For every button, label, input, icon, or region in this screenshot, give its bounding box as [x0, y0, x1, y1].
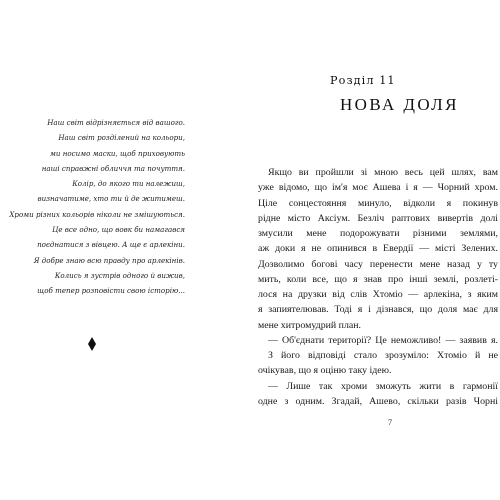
body-line: змусили мене подорожувати різними землями,	[258, 228, 498, 239]
body-line: мить, коли все, що я знав про інші землі, розлеті-	[258, 273, 498, 285]
epigraph-line: Хроми різних кольорів ніколи не змішуються.	[9, 209, 185, 219]
epigraph-line: ми носимо маски, щоб приховують	[50, 148, 185, 158]
epigraph	[0, 115, 185, 299]
body-line: Якщо ви пройшли зі мною весь цей шлях, вам	[268, 167, 498, 178]
diamond-ornament-icon	[88, 337, 96, 351]
epigraph-line: поєднатися з вівцею. А ще є арлекіни.	[37, 240, 185, 250]
body-line: Дозволимо богові часу перенести мене назад у ту	[258, 258, 498, 270]
body-line: — Об'єднати території? Це неможливо! — заявив я.	[268, 334, 498, 346]
chapter-title: НОВА ДОЛЯ	[340, 95, 459, 114]
body-line: уже відомо, що ім'я моє Ашева і я — Чорний хром.	[258, 182, 498, 194]
body-line: рідне місто Аксіум. Безліч раптових вивертів долі	[258, 212, 498, 224]
body-line: аж доки я не опинився в Евердії — місті Зелених.	[258, 243, 498, 255]
body-line: очікував, що я оціню таку ідею.	[258, 365, 392, 377]
body-line: одне з одним. Згадай, Ашево, скільки разів Чорні	[258, 395, 498, 407]
chapter-label: Розділ 11	[330, 74, 396, 87]
body-line: мене хитромудрий план.	[258, 319, 362, 331]
epigraph-line: визначатиме, хто ти й де житимеш.	[37, 194, 185, 204]
epigraph-line: Це все одно, що вовк би намагався	[52, 225, 185, 235]
body-line: лося на друзки від слів Хтоміо — арлекіна, з яким	[258, 289, 498, 300]
body-line: я запиятелював. Тоді я і дізнався, що доля має для	[258, 304, 498, 316]
epigraph-line: Наш світ розділений на кольори,	[58, 133, 185, 143]
page-number: 7	[387, 417, 393, 427]
epigraph-line: Колись я зустрів одного й вижив,	[54, 270, 185, 280]
body-line: — Лише так хроми зможуть жити в гармонії	[268, 380, 498, 392]
epigraph-line: Наш світ відрізняється від вашого.	[47, 118, 185, 127]
epigraph-line: наші справжні обличчя та почуття.	[41, 163, 185, 173]
epigraph-line: Колір, до якого ти належиш,	[72, 179, 185, 189]
body-text	[258, 165, 498, 409]
epigraph-line: щоб тепер розповісти свою історію...	[37, 286, 185, 296]
body-line: Ціле сонцестояння минуло, відколи я покинув	[258, 197, 498, 209]
epigraph-line: Я добре знаю всю правду про арлекінів.	[33, 255, 185, 265]
body-line: З його відповіді стало зрозуміло: Хтоміо й не	[268, 350, 498, 361]
